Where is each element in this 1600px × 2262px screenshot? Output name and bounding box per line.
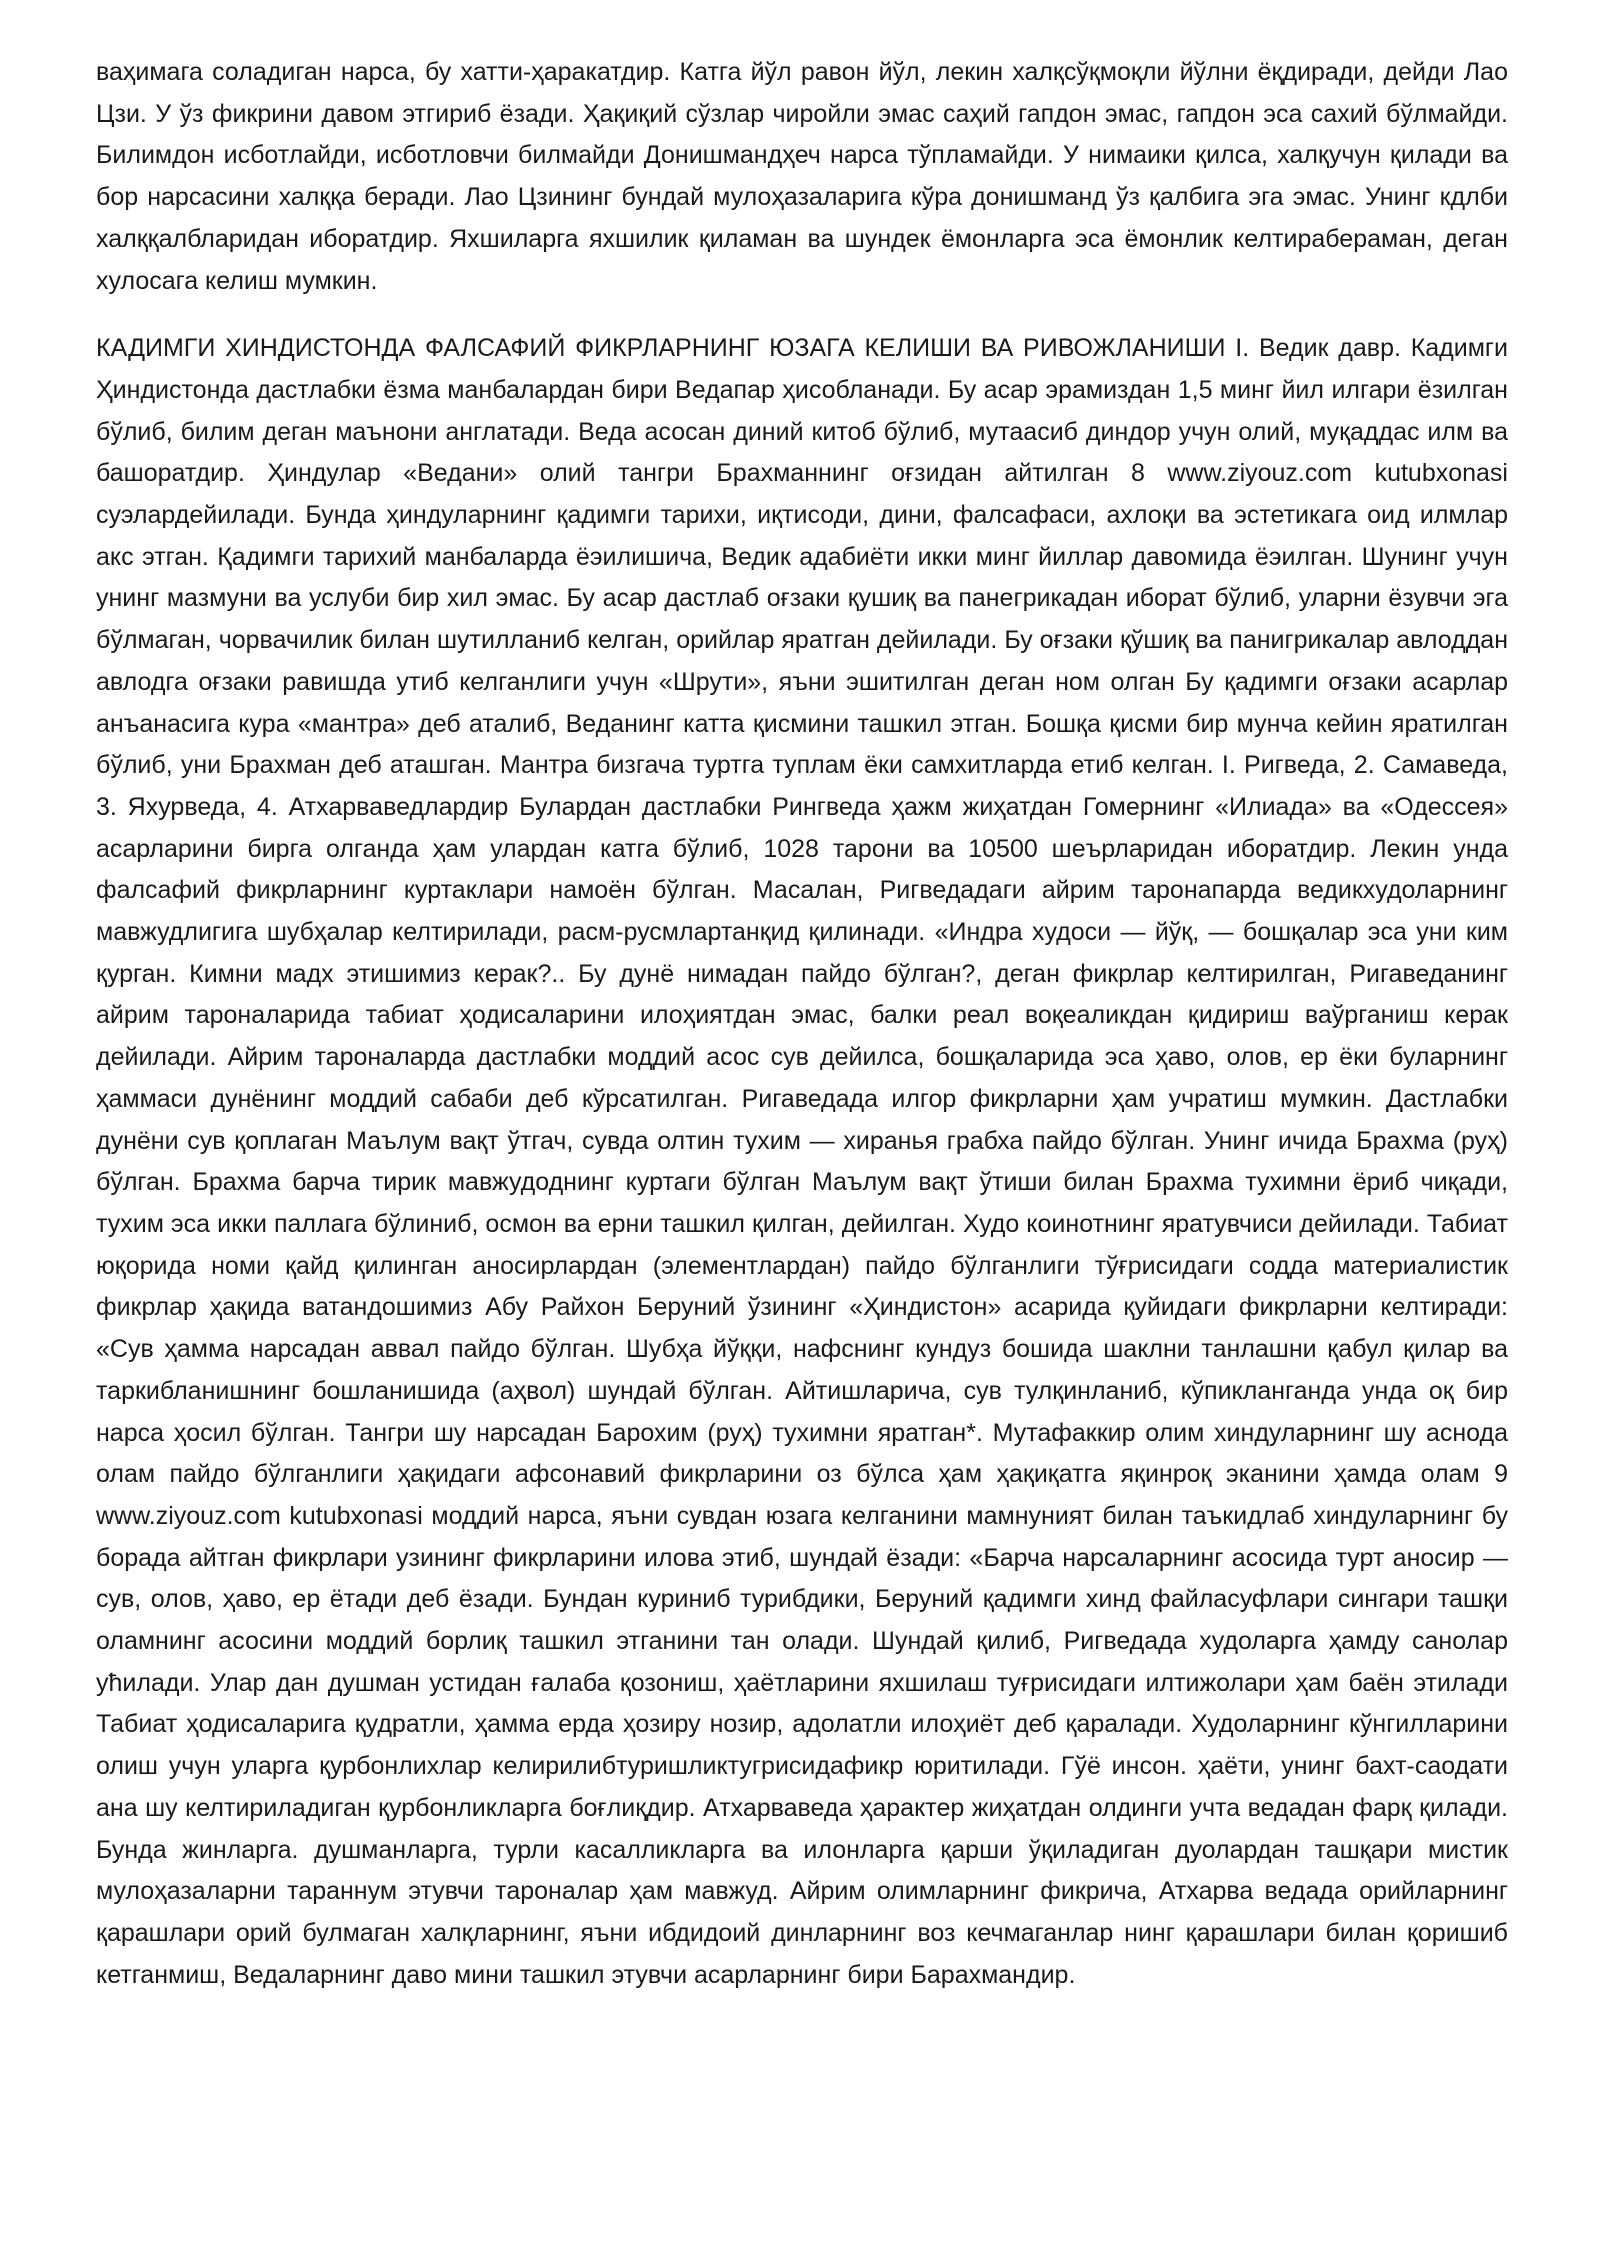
paragraph-ancient-india: КАДИМГИ ХИНДИСТОНДА ФАЛСАФИЙ ФИКРЛАРНИНГ ЮЗАГА КЕЛИШИ ВА РИВОЖЛАНИШИ I. Ведик давр. Кадимги Ҳиндистонда дастлабки ёзма манбалардан бири Ведапар ҳисобланади. Бу асар эрамиздан 1,5 минг йил илгари ёзилган бўлиб, билим деган маънони англатади. Веда асосан диний китоб бўлиб, мутаасиб диндор учун олий, муқаддас илм ва башоратдир. Ҳиндулар «Ведани» олий тангри Брахманнинг оғзидан айтилган 8 www.ziyouz.com kutubxonasi суэлардейилади. Бунда ҳиндуларнинг қадимги тарихи, иқтисоди, дини, фалсафаси, ахлоқи ва эстетикага оид илмлар акс этган. Қадимги тарихий манбаларда ёэилишича, Ведик адабиёти икки минг йиллар давомида ёэилган. Шунинг учун унинг мазмуни ва услуби бир хил эмас. Бу асар дастлаб оғзаки қушиқ ва панегрикадан иборат бўлиб, уларни ёзувчи эга бўлмаган, чорвачилик билан шутилланиб келган, орийлар яратган дейилади. Бу оғзаки қўшиқ ва панигрикалар авлоддан авлодга оғзаки равишда утиб келганлиги учун «Шрути», яъни эшитилган деган ном олган Бу қадимги оғзаки асарлар анъанасига кура «мантра» деб аталиб, Веданинг катта қисмини ташкил этган. Бошқа қисми бир мунча кейин яратилган бўлиб, уни Брахман деб аташган. Мантра бизгача туртга туплам ёки самхитларда етиб келган. I. Ригведа, 2. Самаведа, 3. Яхурведа, 4. Атхарваведлардир Булардан дастлабки Рингведа ҳажм жиҳатдан Гомернинг «Илиада» ва «Одессея» асарларини бирга олганда ҳам улардан катга бўлиб, 1028 тарони ва 10500 шеърларидан иборатдир. Лекин унда фалсафий фикрларнинг куртаклари намоён бўлган. Масалан, Ригведадаги айрим таронапарда ведикхудоларнинг мавжудлигига шубҳалар келтирилади, расм-русмлартанқид қилинади. «Индра худоси — йўқ, — бошқалар эса уни ким қурган. Кимни мадх этишимиз керак?.. Бу дунё нимадан пайдо бўлган?, деган фикрлар келтирилган, Ригаведанинг айрим тароналарида табиат ҳодисаларини илоҳиятдан эмас, балки реал воқеаликдан қидириш ваўрганиш керак дейилади. Айрим тароналарда дастлабки моддий асос сув дейилса, бошқаларида эса ҳаво, олов, ер ёки буларнинг ҳаммаси дунёнинг моддий сабаби деб кўрсатилган. Ригаведада илгор фикрларни ҳам учратиш мумкин. Дастлабки дунёни сув қоплаган Маълум вақт ўтгач, сувда олтин тухим — хиранья грабха пайдо бўлган. Унинг ичида Брахма (руҳ) бўлган. Брахма барча тирик мавжудоднинг куртаги бўлган Маълум вақт ўтиши билан Брахма тухимни ёриб чиқади, тухим эса икки паллага бўлиниб, осмон ва ерни ташкил қилган, дейилган. Худо коинотнинг яратувчиси дейилади. Табиат юқорида номи қайд қилинган аносирлардан (элементлардан) пайдо бўлганлиги тўғрисидаги содда материалистик фикрлар ҳақида ватандошимиз Абу Райхон Беруний ўзининг «Ҳиндистон» асарида қуйидаги фикрларни келтиради: «Сув ҳамма нарсадан аввал пайдо бўлган. Шубҳа йўққи, нафснинг кундуз бошида шаклни танлашни қабул қилар ва таркибланишнинг бошланишида (аҳвол) шундай бўлган. Айтишларича, сув тулқинланиб, кўпикланганда унда оқ бир нарса ҳосил бўлган. Тангри шу нарсадан Барохим (руҳ) тухимни яратган*. Мутафаккир олим хиндуларнинг шу аснода олам пайдо бўлганлиги ҳақидаги афсонавий фикрларини оз бўлса ҳам ҳақиқатга яқинроқ эканини ҳамда олам 9 www.ziyouz.com kutubxonasi моддий нарса, яъни сувдан юзага келганини мамнуният билан таъкидлаб хиндуларнинг бу борада айтган фикрлари узининг фикрларини илова этиб, шундай ёзади: «Барча нарсаларнинг асосида турт аносир — сув, олов, ҳаво, ер ётади деб ёзади. Бундан куриниб турибдики, Беруний қадимги хинд файласуфлари сингари ташқи оламнинг асосини моддий борлиқ ташкил этганини тан олади. Шундай қилиб, Ригведада худоларга ҳамду санолар ућилади. Улар дан душман устидан ғалаба қозониш, ҳаётларини яхшилаш туғрисидаги илтижолари ҳам баён этилади Табиат ҳодисаларига қудратли, ҳамма ерда ҳозиру нозир, адолатли илоҳиёт деб қаралади. Худоларнинг кўнгилларини олиш учун уларга қурбонлихлар келирилибтуришликтугрисидафикр юритилади. Гўё инсон. ҳаёти, унинг бахт-саодати ана шу келтириладиган қурбонликларга боғлиқдир. Атхарваведа ҳарактер жиҳатдан олдинги учта ведадан фарқ қилади. Бунда жинларга. душманларга, турли касалликларга ва илонларга қарши ўқиладиган дуолардан ташқари мистик мулоҳазаларни тараннум этувчи тароналар ҳам мавжуд. Айрим олимларнинг фикрича, Атхарва ведада орийларнинг қарашлари орий булмаган халқларнинг, яъни ибдидоий динларнинг воз кечмаганлар нинг қарашлари билан қоришиб кетганмиш, Ведаларнинг даво мини ташкил этувчи асарларнинг бири Барахмандир. xyxy=(96,334,1508,1989)
document-page xyxy=(96,52,1508,1996)
paragraph-lao-tzu: ваҳимага соладиган нарса, бу хатти-ҳаракатдир. Катга йўл равон йўл, лекин халқсўқмоқли йўлни ёқдиради, дейди Лао Цзи. У ўз фикрини давом этгириб ёзади. Ҳақиқий сўзлар чиройли эмас саҳий гапдон эмас, гапдон эса сахий бўлмайди. Билимдон исботлайди, исботловчи билмайди Донишмандҳеч нарса тўпламайди. У нимаики қилса, халқучун қилади ва бор нарсасини халққа беради. Лао Цзининг бундай мулоҳазаларига кўра донишманд ўз қалбига эга эмас. Унинг кдлби халққалбларидан иборатдир. Яхшиларга яхшилик қиламан ва шундек ёмонларга эса ёмонлик келтирабераман, деган хулосага келиш мумкин. xyxy=(96,58,1508,295)
